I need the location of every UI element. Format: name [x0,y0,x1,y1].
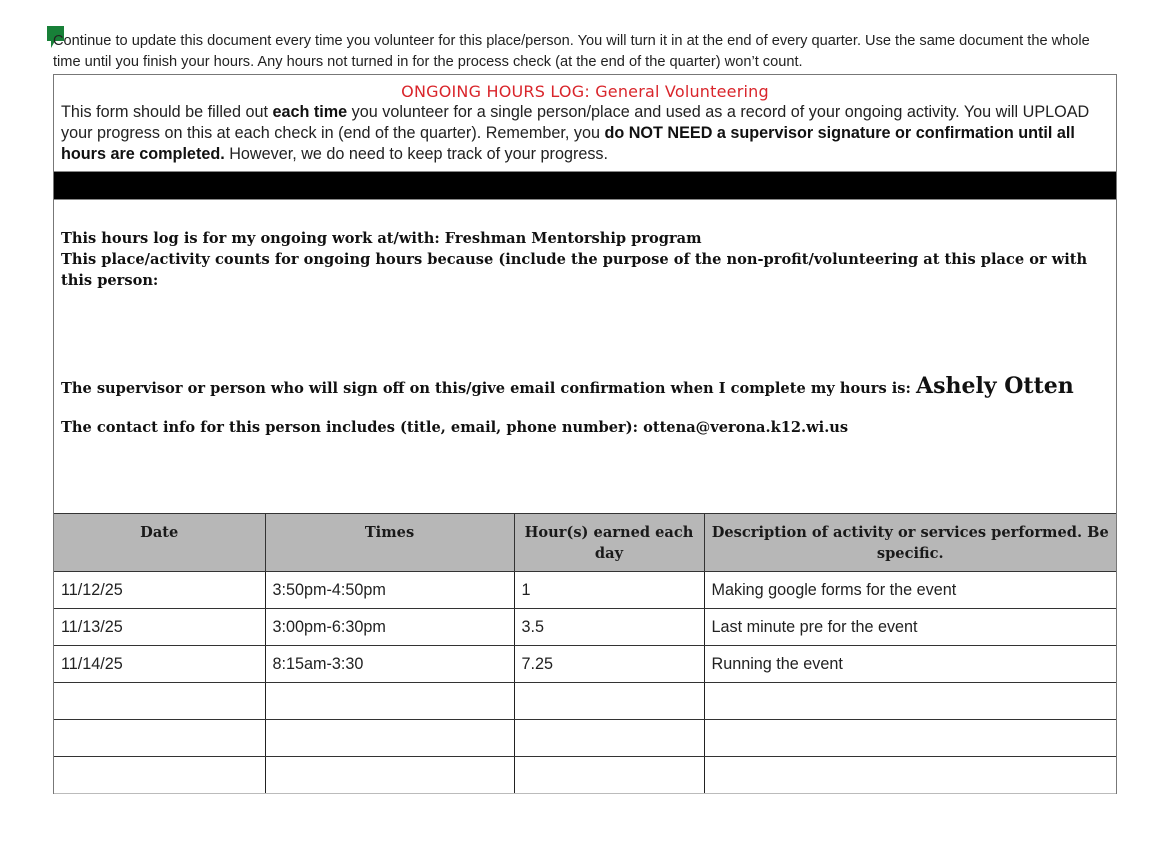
cell-hours[interactable] [514,757,704,794]
contact-value[interactable]: ottena@verona.k12.wi.us [643,419,849,436]
header-hours: Hour(s) earned each day [514,514,704,572]
cell-hours[interactable]: 1 [514,572,704,609]
cell-hours[interactable]: 7.25 [514,646,704,683]
cell-hours[interactable] [514,683,704,720]
cell-date[interactable] [54,757,265,794]
supervisor-value[interactable]: Ashely Otten [916,373,1074,399]
work-at-line [61,228,1109,249]
cell-description[interactable] [704,720,1116,757]
table-row [54,720,1116,757]
table-row [54,572,1116,609]
work-at-label: This hours log is for my ongoing work at/with: [61,230,445,247]
cell-date[interactable] [54,683,265,720]
table-row [54,646,1116,683]
cell-times[interactable]: 3:50pm-4:50pm [265,572,514,609]
cell-times[interactable]: 3:00pm-6:30pm [265,609,514,646]
header-times: Times [265,514,514,572]
cell-times[interactable] [265,757,514,794]
supervisor-label: The supervisor or person who will sign off on this/give email confirmation when I complete my hours is: [61,380,916,397]
purpose-label: This place/activity counts for ongoing hours because (include the purpose of the non-profit/volunteering at this place or with this person: [61,251,1088,289]
cell-date[interactable]: 11/14/25 [54,646,265,683]
desc-text-1: This form should be filled out [61,103,273,121]
cell-description[interactable]: Making google forms for the event [704,572,1116,609]
intro-instructions: Continue to update this document every time you volunteer for this place/person. You will turn it in at the end of every quarter. Use the same document the whole time until you finish your hours. Any hours not turned in for the process check (at the end of the quarter) won’t count. [53,33,1090,70]
form-title: ONGOING HOURS LOG: General Volunteering [401,82,769,101]
cell-hours[interactable] [514,720,704,757]
form-description [61,102,1109,165]
desc-text-2: you volunteer for a single person/place and used as a record of your ongoing activity. You will UPLOAD your progress on this at each check in (end of the quarter). Remember, you [61,103,1090,142]
cell-description[interactable]: Running the event [704,646,1116,683]
cell-hours[interactable]: 3.5 [514,609,704,646]
table-row [54,757,1116,794]
table-row [54,609,1116,646]
desc-text-3: However, we do need to keep track of your progress. [224,145,609,163]
cell-description[interactable] [704,757,1116,794]
purpose-line [61,249,1109,291]
cell-description[interactable] [704,683,1116,720]
cell-date[interactable]: 11/13/25 [54,609,265,646]
info-section[interactable] [54,200,1116,513]
cell-date[interactable]: 11/12/25 [54,572,265,609]
form-header [54,75,1116,172]
contact-line [61,417,1109,438]
header-description: Description of activity or services performed. Be specific. [704,514,1116,572]
table-row [54,683,1116,720]
cell-times[interactable] [265,683,514,720]
contact-label: The contact info for this person includes (title, email, phone number): [61,419,644,436]
hours-log-form [53,74,1117,794]
cell-times[interactable] [265,720,514,757]
work-at-value[interactable]: Freshman Mentorship program [444,230,702,247]
hours-log-table [54,513,1116,794]
cell-date[interactable] [54,720,265,757]
desc-bold-2: do NOT NEED a supervisor signature or confirmation until all hours are completed. [61,124,1075,163]
table-header-row [54,514,1116,572]
supervisor-line [61,373,1109,399]
desc-bold-1: each time [272,103,348,121]
cell-description[interactable]: Last minute pre for the event [704,609,1116,646]
section-divider-bar [54,172,1116,200]
header-date: Date [54,514,265,572]
cell-times[interactable]: 8:15am-3:30 [265,646,514,683]
